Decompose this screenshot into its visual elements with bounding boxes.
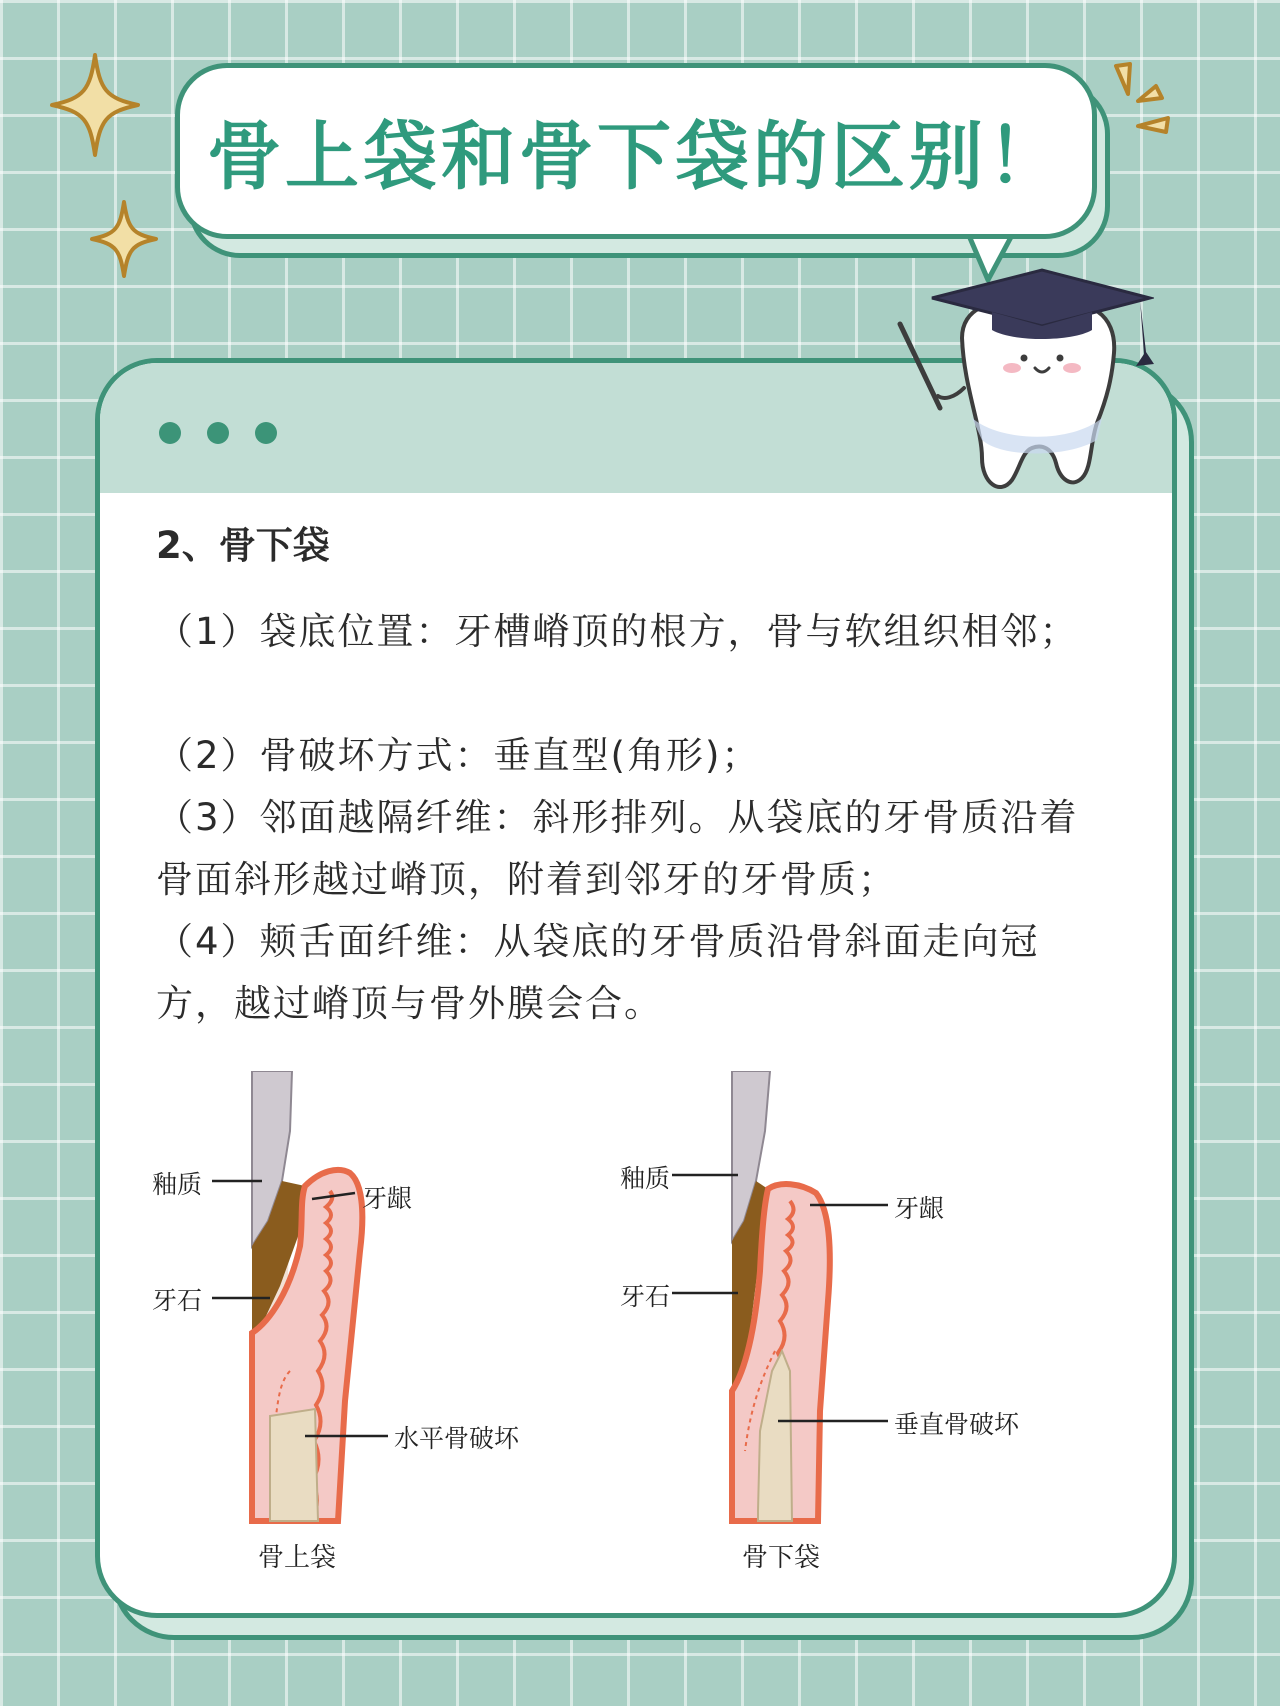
label-enamel: 釉质 [152,1170,203,1199]
window-dot-icon [207,422,229,444]
diagram-infrabony [620,1071,1140,1591]
paragraph: （3）邻面越隔纤维：斜形排列。从袋底的牙骨质沿着骨面斜形越过嵴顶，附着到邻牙的牙骨质； [156,796,1079,901]
label-gingiva: 牙龈 [362,1184,413,1213]
paragraph: （2）骨破坏方式：垂直型(角形)； [156,734,761,777]
label-enamel: 釉质 [620,1164,671,1193]
diagram-caption: 骨下袋 [742,1543,821,1573]
tooth-mascot-icon [892,268,1154,496]
paragraph: （1）袋底位置：牙槽嵴顶的根方，骨与软组织相邻； [156,610,1079,653]
infrabony-illustration [620,1071,1140,1591]
content-card [95,358,1177,1618]
label-calculus: 牙石 [620,1282,671,1311]
section-heading: 2、骨下袋 [156,524,330,567]
page-title: 骨上袋和骨下袋的区别！ [207,114,1065,200]
exclaim-marks-icon [1108,56,1178,151]
suprabony-illustration [140,1071,560,1591]
paragraph: （4）颊舌面纤维：从袋底的牙骨质沿骨斜面走向冠方，越过嵴顶与骨外膜会合。 [156,920,1040,1025]
sparkle-icon [48,50,143,160]
diagram-caption: 骨上袋 [258,1543,337,1573]
diagram-suprabony [140,1071,560,1591]
sparkle-icon [88,198,160,280]
label-bone-loss: 水平骨破坏 [394,1424,520,1453]
title-bubble [175,63,1097,239]
label-bone-loss: 垂直骨破坏 [894,1410,1020,1439]
window-dot-icon [159,422,181,444]
window-dot-icon [255,422,277,444]
label-calculus: 牙石 [152,1286,203,1315]
label-gingiva: 牙龈 [894,1194,945,1223]
